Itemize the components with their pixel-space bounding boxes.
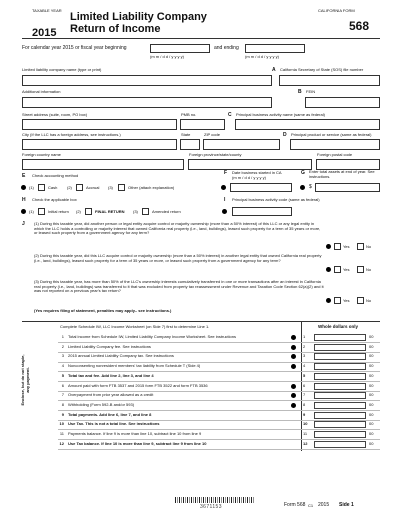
bullet-icon xyxy=(291,345,296,350)
fein-label: FEIN xyxy=(306,89,316,94)
tax-line-row xyxy=(58,333,380,343)
line-amount-input[interactable] xyxy=(314,441,366,448)
bullet-icon xyxy=(326,267,331,272)
line-description: Use Tax. This is not a total line. See instructions xyxy=(68,422,160,427)
line-g-letter: G xyxy=(301,170,305,176)
amended-return-checkbox[interactable] xyxy=(142,208,149,215)
initial-return-checkbox[interactable] xyxy=(38,208,45,215)
barcode xyxy=(175,497,255,503)
begin-date-hint: (m m / d d / y y y y) xyxy=(150,54,185,59)
question-j2: (2) During this taxable year, did this LLC acquire control or majority ownership (more than a 50% interest) in another legal entity that owned California real property (i.e., land, buildings), leased such property for a term of 35 years or more, or leased such property from a government agency for any term? xyxy=(34,253,322,263)
tax-line-row xyxy=(58,372,380,382)
line-f-letter: F xyxy=(224,170,228,176)
line-amount-input[interactable] xyxy=(314,392,366,399)
llc-name-input[interactable] xyxy=(22,75,272,86)
principal-activity-label: Principal business activity name (same as federal) xyxy=(236,112,325,117)
line-number: 5 xyxy=(61,372,64,378)
line-number: 7 xyxy=(61,392,64,398)
j2-no-label: No xyxy=(366,267,372,272)
period-label: For calendar year 2015 or fiscal year beginning xyxy=(22,45,127,51)
tax-line-row xyxy=(58,391,380,401)
line-d-letter: D xyxy=(283,132,287,138)
cents-value: 00 xyxy=(369,334,374,339)
line-number-right: 12 xyxy=(303,440,308,446)
pmb-input[interactable] xyxy=(180,119,225,130)
cents-value: 00 xyxy=(369,431,374,436)
line-number-right: 1 xyxy=(303,334,306,339)
bullet-icon xyxy=(300,185,305,190)
j3-yes-checkbox[interactable] xyxy=(334,297,341,304)
final-option-number: (2) xyxy=(76,209,81,214)
line-description: Total income from Schedule IW, Limited Liability Company Income Worksheet. See instructions xyxy=(68,335,236,339)
line-description: Withholding (Form 592-B and/or 593) xyxy=(68,402,135,407)
cents-value: 00 xyxy=(369,363,374,369)
question-j3: (3) During this taxable year, has more than 50% of the LLC's ownership interests cumulatively transferred in one or more transactions after an interest in California real property (i.e., land, buildings) was transferred to it that was excluded from property tax reassessment under Revenue and Taxation Code Section 62(a)(2) and it was not reported on a previous year's tax return? xyxy=(34,279,324,294)
principal-product-input[interactable] xyxy=(290,139,380,150)
line-amount-input[interactable] xyxy=(314,334,366,341)
bullet-icon xyxy=(221,185,226,190)
city-input[interactable] xyxy=(22,139,177,150)
cash-option-number: (1) xyxy=(29,185,34,190)
line-i-letter: I xyxy=(224,197,226,203)
bullet-icon xyxy=(291,403,296,408)
payment-instruction-line2: any payment. xyxy=(24,367,30,393)
j2-yes-checkbox[interactable] xyxy=(334,266,341,273)
and-ending-label: and ending xyxy=(214,45,239,51)
amended-return-label: Amended return xyxy=(152,209,181,214)
final-return-checkbox[interactable] xyxy=(85,208,92,215)
line-b-letter: B xyxy=(298,89,302,95)
principal-product-label: Principal product or service (same as federal) xyxy=(291,132,372,137)
sos-file-number-label: California Secretary of State (SOS) file number xyxy=(280,67,364,72)
line-number: 9 xyxy=(61,411,64,417)
bullet-icon xyxy=(291,335,296,340)
cents-value: 00 xyxy=(369,392,374,398)
foreign-country-label: Foreign country name xyxy=(22,152,61,157)
payment-instruction-line1: Enclose, but do not staple, xyxy=(20,354,25,406)
line-description: Use Tax balance. If line 10 is more than line 9, subtract line 9 from line 10 xyxy=(68,441,207,446)
footer-year: 2015 xyxy=(318,502,330,508)
street-address-label: Street address (suite, room, PO box) xyxy=(22,112,88,117)
line-amount-input[interactable] xyxy=(314,383,366,390)
j2-yes-label: Yes xyxy=(343,267,350,272)
line-amount-input[interactable] xyxy=(314,344,366,351)
line-number: 3 xyxy=(61,353,64,359)
line-number-right: 2 xyxy=(303,343,306,349)
cents-value: 00 xyxy=(369,411,374,417)
line-amount-input[interactable] xyxy=(314,412,366,419)
cash-label: Cash xyxy=(48,185,58,190)
form-number: 568 xyxy=(349,19,370,33)
additional-info-label: Additional information xyxy=(22,89,61,94)
line-j-letter: J xyxy=(22,221,25,227)
accrual-checkbox[interactable] xyxy=(76,184,83,191)
line-number-right: 7 xyxy=(303,392,306,398)
tax-line-row xyxy=(58,420,380,430)
fiscal-begin-input[interactable] xyxy=(150,44,210,53)
california-form-label: CALIFORNIA FORM xyxy=(318,8,355,13)
tax-line-row xyxy=(58,401,380,411)
j3-no-checkbox[interactable] xyxy=(357,297,364,304)
dollar-sign: $ xyxy=(309,184,312,190)
date-started-input[interactable] xyxy=(230,183,292,192)
bullet-icon xyxy=(291,364,296,369)
cents-value: 00 xyxy=(369,401,374,407)
penalty-note: (Yes requires filing of statement, penalties may apply– see instructions.) xyxy=(34,308,172,313)
cents-value: 00 xyxy=(369,343,374,349)
line-description: 2015 annual Limited Liability Company tax. See instructions xyxy=(68,354,174,359)
cash-checkbox[interactable] xyxy=(38,184,45,191)
other-checkbox[interactable] xyxy=(118,184,125,191)
line-number-right: 3 xyxy=(303,353,306,359)
j3-no-label: No xyxy=(366,298,372,303)
initial-return-label: Initial return xyxy=(48,209,69,214)
line-description: Payments balance. If line 9 is more than line 10, subtract line 10 from line 9 xyxy=(68,432,202,436)
bullet-icon xyxy=(291,354,296,359)
principal-activity-input[interactable] xyxy=(235,119,380,130)
activity-code-input[interactable] xyxy=(232,207,292,216)
line-number-right: 10 xyxy=(303,421,308,427)
line-description: Limited Liability Company fee. See instructions xyxy=(68,344,151,349)
form-title-line1: Limited Liability Company xyxy=(70,11,207,23)
cents-value: 00 xyxy=(369,372,374,378)
tax-line-row xyxy=(58,440,380,450)
date-started-hint: (m m / d d / y y y y) xyxy=(232,175,267,180)
cents-value: 00 xyxy=(369,353,374,359)
line-description: Amount paid with form FTB 3537 and 2015 form FTB 3522 and form FTB 3536 xyxy=(68,383,208,388)
tax-line-row xyxy=(58,343,380,353)
date-started-label: Date business started in CA xyxy=(232,170,282,175)
side-number: Side 1 xyxy=(339,502,354,508)
line-number: 11 xyxy=(59,431,64,436)
zip-label: ZIP code xyxy=(204,132,220,137)
j1-yes-checkbox[interactable] xyxy=(334,243,341,250)
line-number-right: 11 xyxy=(303,431,308,436)
activity-code-label: Principal business activity code (same as federal) xyxy=(232,197,320,202)
additional-info-input[interactable] xyxy=(22,97,272,108)
schedule-iw-note: Complete Schedule IW, LLC Income Worksheet (on Side 7) first to determine Line 1. xyxy=(60,324,210,329)
line-amount-input[interactable] xyxy=(314,402,366,409)
line-number-right: 4 xyxy=(303,363,306,369)
bullet-icon xyxy=(21,185,26,190)
line-amount-input[interactable] xyxy=(314,353,366,360)
barcode-number: 3671153 xyxy=(200,504,222,510)
state-input[interactable] xyxy=(180,139,200,150)
end-date-hint: (m m / d d / y y y y) xyxy=(245,54,280,59)
foreign-postal-label: Foreign postal code xyxy=(317,152,353,157)
bullet-icon xyxy=(326,244,331,249)
pmb-label: PMB no. xyxy=(181,112,197,117)
accounting-method-label: Check accounting method xyxy=(32,173,79,178)
line-amount-input[interactable] xyxy=(314,373,366,380)
line-description: Total tax and fee. Add line 2, line 3, and line 4 xyxy=(68,373,154,378)
question-j1: (1) During this taxable year, did another person or legal entity acquire control or majority ownership (more than a 50% interest) of this LLC or any legal entity in which the LLC holds a controlling or majority interest that owned California real property (i.e., land, buildings), leased such property for a term of 35 years or more, or leased such property from a government agency for any term? xyxy=(34,221,321,236)
cents-value: 00 xyxy=(369,421,374,427)
j1-yes-label: Yes xyxy=(343,244,350,249)
line-number: 2 xyxy=(61,343,64,349)
tax-line-row xyxy=(58,411,380,421)
cents-value: 00 xyxy=(369,382,374,388)
fein-input[interactable] xyxy=(305,97,380,108)
tax-line-row xyxy=(58,430,380,440)
bullet-icon xyxy=(222,209,227,214)
line-a-letter: A xyxy=(272,67,276,73)
other-label: Other (attach explanation) xyxy=(128,185,175,190)
line-description: Total payments. Add line 6, line 7, and line 8 xyxy=(68,412,152,417)
form-reference: Form 568 xyxy=(284,502,306,508)
line-number-right: 8 xyxy=(303,401,306,407)
tax-year: 2015 xyxy=(32,27,57,39)
line-number-right: 9 xyxy=(303,411,306,417)
j2-no-checkbox[interactable] xyxy=(357,266,364,273)
bullet-icon xyxy=(326,298,331,303)
j3-yes-label: Yes xyxy=(343,298,350,303)
sos-file-number-input[interactable] xyxy=(279,75,380,86)
city-label: City (If the LLC has a foreign address, see instructions.) xyxy=(22,132,121,137)
taxable-year-label: TAXABLE YEAR xyxy=(32,8,62,13)
foreign-province-input[interactable] xyxy=(188,159,312,170)
line-number: 10 xyxy=(59,421,64,427)
line-number-right: 5 xyxy=(303,372,306,378)
header-rule xyxy=(22,38,380,39)
street-address-input[interactable] xyxy=(22,119,177,130)
foreign-country-input[interactable] xyxy=(22,159,184,170)
line-description: Overpayment from prior year allowed as a credit xyxy=(68,393,154,398)
final-return-label: FINAL RETURN xyxy=(95,209,125,214)
bullet-icon xyxy=(291,393,296,398)
line-number: 4 xyxy=(61,363,64,369)
line-number: 1 xyxy=(61,334,64,339)
whole-dollars-label: Whole dollars only xyxy=(318,324,359,329)
tax-line-row xyxy=(58,352,380,362)
line-number: 8 xyxy=(61,401,64,407)
line-c-letter: C xyxy=(228,112,232,118)
tax-line-row xyxy=(58,382,380,392)
zip-input[interactable] xyxy=(203,139,280,150)
tax-line-row xyxy=(58,362,380,372)
line-amount-input[interactable] xyxy=(314,421,366,428)
line-number-right: 6 xyxy=(303,382,306,388)
form-c1-code: C1 xyxy=(308,503,314,508)
line-e-letter: E xyxy=(22,173,26,179)
j1-no-label: No xyxy=(366,244,372,249)
total-assets-input[interactable] xyxy=(315,183,380,192)
applicable-box-label: Check the applicable box xyxy=(32,197,77,202)
state-label: State xyxy=(181,132,191,137)
cents-value: 00 xyxy=(369,440,374,446)
line-amount-input[interactable] xyxy=(314,431,366,438)
llc-name-label: Limited liability company name (type or print) xyxy=(22,67,102,72)
accrual-label: Accrual xyxy=(86,185,100,190)
initial-option-number: (1) xyxy=(29,209,34,214)
line-number: 6 xyxy=(61,382,64,388)
amended-option-number: (3) xyxy=(133,209,138,214)
form-title-line2: Return of Income xyxy=(70,23,161,35)
lines-top-rule xyxy=(22,321,380,322)
line-number: 12 xyxy=(59,440,64,446)
bullet-icon xyxy=(21,209,26,214)
j1-no-checkbox[interactable] xyxy=(357,243,364,250)
bullet-icon xyxy=(291,384,296,389)
foreign-province-label: Foreign province/state/county xyxy=(189,152,242,157)
total-assets-label: Enter total assets at end of year. See instructions. xyxy=(309,169,375,179)
fiscal-end-input[interactable] xyxy=(245,44,305,53)
payment-instruction xyxy=(21,320,30,440)
line-amount-input[interactable] xyxy=(314,363,366,370)
line-description: Nonconsenting nonresident members' tax liability from Schedule T (Side 4) xyxy=(68,364,201,369)
accrual-option-number: (2) xyxy=(67,185,72,190)
line-h-letter: H xyxy=(22,197,26,203)
other-option-number: (3) xyxy=(108,185,113,190)
row-divider xyxy=(58,449,380,450)
